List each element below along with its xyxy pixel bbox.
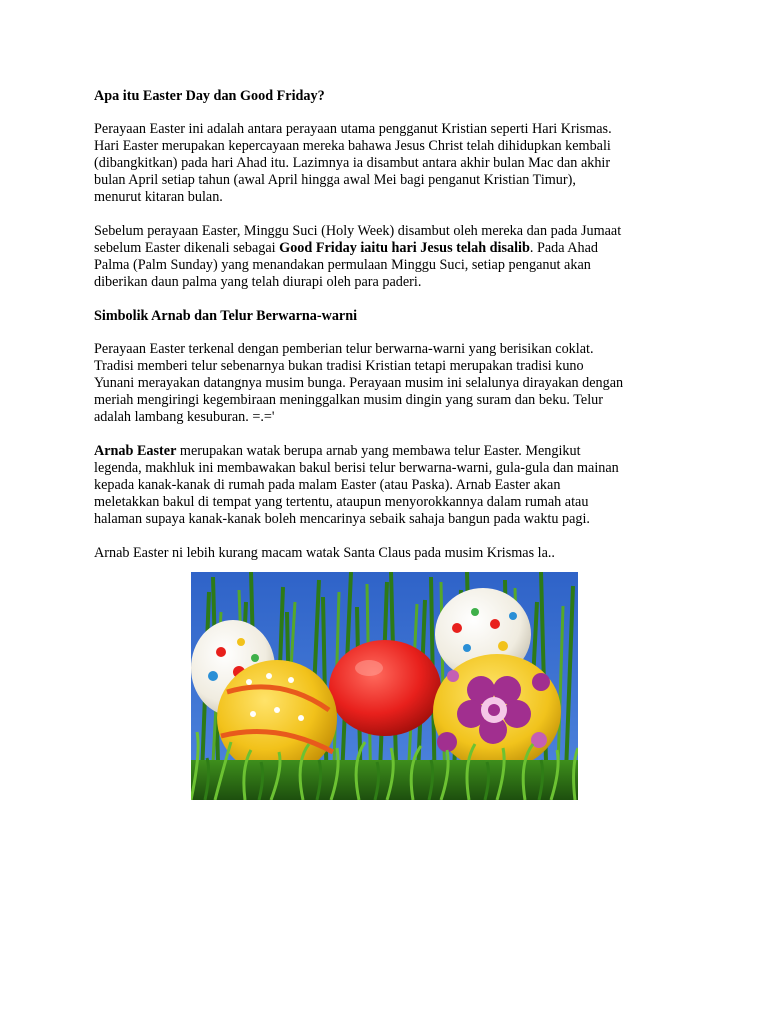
paragraph-holy-week (94, 223, 684, 291)
text-line: Perayaan Easter ini adalah antara perayaan utama pengganut Kristian seperti Hari Krismas. (94, 121, 612, 137)
text-line: Hari Easter merupakan kepercayaan mereka bahawa Jesus Christ telah dihidupkan kembali (94, 138, 611, 154)
yellow-striped-egg (217, 660, 337, 776)
paragraph-easter-intro (94, 121, 684, 206)
text-run: merupakan watak berupa arnab yang membawa telur Easter. Mengikut (176, 443, 581, 459)
text-line: legenda, makhluk ini membawakan bakul berisi telur berwarna-warni, gula-gula dan mainan (94, 460, 619, 476)
text-line-mixed (94, 240, 684, 257)
bold-text-good-friday: Good Friday iaitu hari Jesus telah disalib (279, 240, 530, 256)
text-line: Tradisi memberi telur sebenarnya bukan tradisi Kristian tetapi merupakan tradisi kuno (94, 358, 584, 374)
text-line: Yunani merayakan datangnya musim bunga. Perayaan musim ini selalunya dirayakan dengan (94, 375, 624, 391)
paragraph-telur-tradition (94, 341, 684, 426)
text-line: diberikan daun palma yang telah diurapi oleh para paderi. (94, 274, 422, 290)
bold-text-arnab-easter: Arnab Easter (94, 443, 177, 459)
text-line: kepada kanak-kanak di rumah pada malam Easter (atau Paska). Arnab Easter akan (94, 477, 561, 493)
text-line: Palma (Palm Sunday) yang menandakan permulaan Minggu Suci, setiap penganut akan (94, 257, 591, 273)
paragraph-arnab-easter (94, 443, 684, 528)
heading-easter-good-friday: Apa itu Easter Day dan Good Friday? (94, 88, 325, 104)
text-run: . Pada Ahad (529, 240, 599, 256)
yellow-flower-egg (433, 654, 561, 770)
text-line: meriah mengiringi kegembiraan meninggalkan musim dingin yang suram dan beku. Telur (94, 392, 603, 408)
text-line: menurut kitaran bulan. (94, 189, 223, 205)
text-line-mixed (94, 443, 684, 460)
text-line: (dibangkitkan) pada hari Ahad itu. Lazimnya ia disambut antara akhir bulan Mac dan akhir (94, 155, 611, 171)
text-line: meletakkan bakul di tempat yang tertentu, ataupun menyorokkannya dalam rumah atau (94, 494, 589, 510)
paragraph-santa-claus: Arnab Easter ni lebih kurang macam watak Santa Claus pada musim Krismas la.. (94, 545, 555, 561)
document-body (94, 88, 684, 579)
text-line: adalah lambang kesuburan. =.=' (94, 409, 275, 425)
text-run: sebelum Easter dikenali sebagai (94, 240, 280, 256)
ground (191, 760, 578, 800)
easter-eggs-photo (191, 572, 578, 800)
text-line: bulan April setiap tahun (awal April hingga awal Mei bagi penganut Kristian Timur), (94, 172, 576, 188)
text-line: Perayaan Easter terkenal dengan pemberian telur berwarna-warni yang berisikan coklat. (94, 341, 594, 357)
text-line: halaman supaya kanak-kanak boleh mencarinya sebaik sahaja bangun pada waktu pagi. (94, 511, 590, 527)
red-egg (329, 640, 441, 736)
text-line: Sebelum perayaan Easter, Minggu Suci (Holy Week) disambut oleh mereka dan pada Jumaat (94, 223, 622, 239)
heading-simbolik-arnab-telur: Simbolik Arnab dan Telur Berwarna-warni (94, 308, 358, 324)
